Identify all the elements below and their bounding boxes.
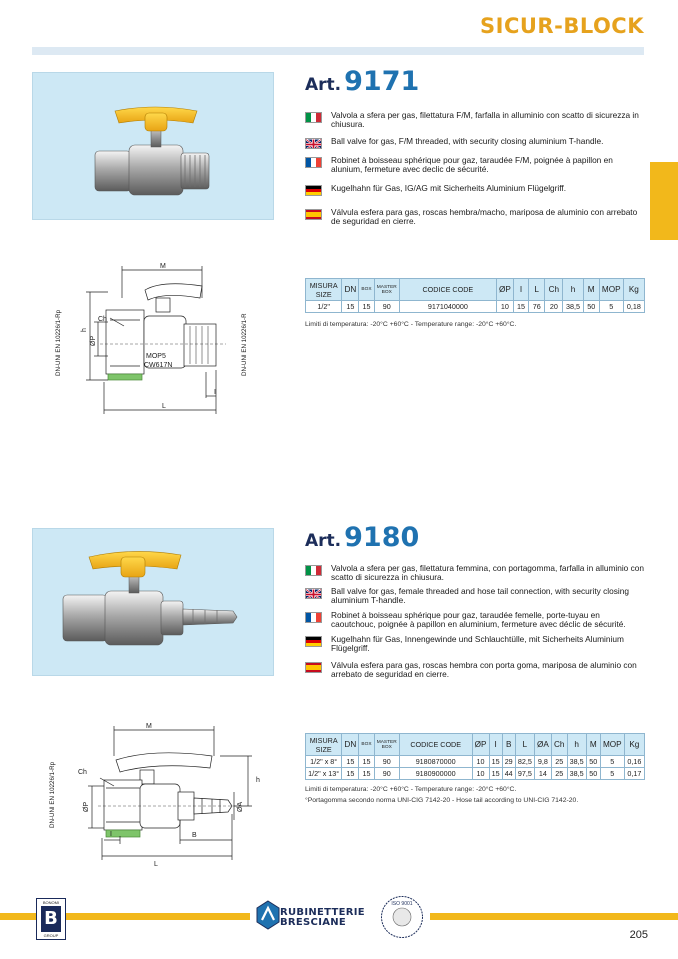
table-cell: 1/2" x 13° bbox=[306, 768, 342, 780]
france-flag-icon bbox=[305, 612, 322, 623]
description-fr bbox=[305, 611, 645, 629]
rubinetterie-bresciane-logo-icon bbox=[256, 900, 280, 930]
column-header: MASTER BOX bbox=[374, 734, 399, 756]
column-header: DN bbox=[342, 734, 359, 756]
thread-standard-left: DN-UNI EN 10226/1-Rp bbox=[49, 761, 56, 828]
description-it bbox=[305, 111, 645, 129]
description-it bbox=[305, 564, 645, 582]
dimension-a: ØA bbox=[237, 801, 244, 812]
footer-bar-right bbox=[430, 913, 678, 920]
brand-name bbox=[280, 908, 365, 928]
description-text: Ball valve for gas, female threaded and hose tail connection, with security closing aluminium T-handle. bbox=[331, 586, 629, 605]
table-cell: 9180870000 bbox=[399, 756, 472, 768]
table-cell: 10 bbox=[496, 301, 513, 313]
article-prefix: Art. bbox=[305, 75, 342, 95]
column-header: Kg bbox=[624, 734, 644, 756]
column-header: I bbox=[489, 734, 502, 756]
table-cell: 15 bbox=[359, 768, 374, 780]
description-text: Robinet à boisseau sphérique pour gaz, taraudée femelle, porte-tuyau en caoutchouc, poignée à papillon en aluminium, fermeture avec déclic de sécurité. bbox=[331, 610, 626, 629]
column-header: CODICE CODE bbox=[399, 734, 472, 756]
column-header: h bbox=[563, 279, 583, 301]
table-cell: 0,16 bbox=[624, 756, 644, 768]
table-cell: 38,5 bbox=[567, 756, 586, 768]
description-en bbox=[305, 587, 645, 605]
column-header: h bbox=[567, 734, 586, 756]
thread-standard-left: DN-UNI EN 10226/1-Rp bbox=[55, 309, 62, 376]
table-cell: 20 bbox=[545, 301, 563, 313]
table-cell: 25 bbox=[551, 756, 567, 768]
column-header: Ch bbox=[551, 734, 567, 756]
table-cell: 0,18 bbox=[623, 301, 644, 313]
table-cell: 38,5 bbox=[563, 301, 583, 313]
table-cell: 5 bbox=[599, 301, 623, 313]
table-cell: 15 bbox=[342, 768, 359, 780]
brand-line-1: RUBINETTERIE bbox=[280, 907, 365, 918]
table-cell: 15 bbox=[489, 768, 502, 780]
dimension-p: ØP bbox=[90, 335, 97, 346]
article-title-9171 bbox=[305, 66, 419, 97]
column-header: Ch bbox=[545, 279, 563, 301]
table-cell: 90 bbox=[374, 301, 399, 313]
description-fr bbox=[305, 156, 645, 174]
dimension-l: L bbox=[154, 861, 158, 868]
spec-table-9171 bbox=[305, 278, 645, 313]
italy-flag-icon bbox=[305, 112, 322, 123]
table-cell: 10 bbox=[472, 756, 489, 768]
temperature-note: Limiti di temperatura: -20°C +60°C - Temperature range: -20°C +60°C. bbox=[305, 321, 517, 328]
brand-line-2: BRESCIANE bbox=[280, 917, 347, 928]
thread-standard-right: DN-UNI EN 10226/1-R bbox=[241, 313, 248, 376]
spain-flag-icon bbox=[305, 662, 322, 673]
article-prefix: Art. bbox=[305, 531, 342, 551]
description-es bbox=[305, 208, 645, 226]
column-header: MOP bbox=[600, 734, 624, 756]
description-text: Ball valve for gas, F/M threaded, with security closing aluminium T-handle. bbox=[331, 136, 604, 146]
seal-text: ISO 9001 bbox=[391, 901, 413, 907]
table-cell: 15 bbox=[513, 301, 528, 313]
dimension-ch: Ch bbox=[98, 316, 107, 323]
table-cell: 5 bbox=[600, 768, 624, 780]
germany-flag-icon bbox=[305, 185, 322, 196]
article-title-9180 bbox=[305, 522, 419, 553]
dimension-l: L bbox=[162, 403, 166, 410]
table-cell: 15 bbox=[359, 756, 374, 768]
section-tab bbox=[650, 162, 678, 240]
table-cell: 50 bbox=[586, 756, 600, 768]
column-header: L bbox=[515, 734, 534, 756]
table-cell: 1/2" bbox=[306, 301, 342, 313]
italy-flag-icon bbox=[305, 565, 322, 576]
column-header: ØP bbox=[496, 279, 513, 301]
header-bar bbox=[32, 47, 644, 55]
column-header: M bbox=[583, 279, 599, 301]
description-text: Válvula esfera para gas, roscas hembra/macho, mariposa de aluminio con arrebato de seguridad en cierre. bbox=[331, 207, 638, 226]
description-text: Válvula esfera para gas, roscas hembra con porta goma, mariposa de aluminio con arrebato de seguridad en cierre. bbox=[331, 660, 637, 679]
spain-flag-icon bbox=[305, 209, 322, 220]
dimension-m: M bbox=[146, 723, 152, 730]
description-de bbox=[305, 635, 645, 653]
group-logo-letter: B bbox=[41, 906, 61, 932]
table-cell: 15 bbox=[342, 756, 359, 768]
spec-table-9180 bbox=[305, 733, 645, 780]
column-header: M bbox=[586, 734, 600, 756]
hose-tail-note: °Portagomma secondo norma UNI-CIG 7142-20 - Hose tail according to UNI-CIG 7142-20. bbox=[305, 797, 579, 804]
temperature-note: Limiti di temperatura: -20°C +60°C - Temperature range: -20°C +60°C. bbox=[305, 786, 517, 793]
france-flag-icon bbox=[305, 157, 322, 168]
table-header-row bbox=[306, 734, 645, 756]
table-cell: 14 bbox=[534, 768, 551, 780]
table-cell: 9,8 bbox=[534, 756, 551, 768]
table-cell: 38,5 bbox=[567, 768, 586, 780]
dimension-h: h bbox=[256, 777, 260, 784]
table-cell: 50 bbox=[586, 768, 600, 780]
table-cell: 29 bbox=[502, 756, 515, 768]
table-cell: 50 bbox=[583, 301, 599, 313]
description-es bbox=[305, 661, 645, 679]
description-text: Kugelhahn für Gas, Innengewinde und Schlauchtülle, mit Sicherheits Aluminium Flügelgriff. bbox=[331, 634, 624, 653]
marking-mop: MOP5 bbox=[146, 353, 166, 360]
column-header: B bbox=[502, 734, 515, 756]
column-header: MISURA SIZE bbox=[306, 279, 342, 301]
product-photo-9171 bbox=[32, 72, 274, 220]
table-cell: 0,17 bbox=[624, 768, 644, 780]
description-de bbox=[305, 184, 645, 196]
column-header: I bbox=[513, 279, 528, 301]
description-text: Robinet à boisseau sphérique pour gaz, taraudée F/M, poignée à papillon en alunium, fermeture avec declic de sécurité. bbox=[331, 155, 613, 174]
table-cell: 9171040000 bbox=[399, 301, 496, 313]
dimension-m: M bbox=[160, 263, 166, 270]
column-header: ØA bbox=[534, 734, 551, 756]
marking-material: CW617N bbox=[144, 362, 173, 369]
column-header: MASTER BOX bbox=[374, 279, 399, 301]
valve-illustration bbox=[33, 529, 275, 677]
description-text: Valvola a sfera per gas, filettatura F/M, farfalla in alluminio con scatto di sicurezza in chiusura. bbox=[331, 110, 639, 129]
column-header: DN bbox=[342, 279, 359, 301]
table-cell: 1/2" x 8° bbox=[306, 756, 342, 768]
table-cell: 9180900000 bbox=[399, 768, 472, 780]
uk-flag-icon bbox=[305, 138, 322, 149]
column-header: BOX bbox=[359, 734, 374, 756]
table-header-row bbox=[306, 279, 645, 301]
dimension-b: B bbox=[192, 832, 197, 839]
table-cell: 5 bbox=[600, 756, 624, 768]
table-cell: 15 bbox=[342, 301, 359, 313]
column-header: MOP bbox=[599, 279, 623, 301]
group-logo-top-text: BONOMI bbox=[42, 900, 60, 905]
table-row bbox=[306, 768, 645, 780]
table-cell: 97,5 bbox=[515, 768, 534, 780]
description-text: Valvola a sfera per gas, filettatura femmina, con portagomma, farfalla in alluminio con scatto di sicurezza in chiusura. bbox=[331, 563, 644, 582]
dimension-ch: Ch bbox=[78, 769, 87, 776]
table-cell: 15 bbox=[359, 301, 374, 313]
dimension-i: I bbox=[110, 831, 112, 838]
table-cell: 90 bbox=[374, 756, 399, 768]
dimension-h: h bbox=[81, 328, 88, 332]
table-cell: 82,5 bbox=[515, 756, 534, 768]
page-number: 205 bbox=[629, 929, 648, 941]
product-photo-9180 bbox=[32, 528, 274, 676]
description-text: Kugelhahn für Gas, IG/AG mit Sicherheits Aluminium Flügelgriff. bbox=[331, 183, 567, 193]
bonomi-group-logo bbox=[36, 898, 66, 940]
page-title: SICUR-BLOCK bbox=[480, 14, 644, 38]
table-cell: 15 bbox=[489, 756, 502, 768]
column-header: BOX bbox=[359, 279, 374, 301]
uk-flag-icon bbox=[305, 588, 322, 599]
column-header: L bbox=[529, 279, 545, 301]
dimension-p: ØP bbox=[83, 801, 90, 812]
group-logo-bottom-text: GROUP bbox=[43, 933, 59, 938]
technical-drawing-9180 bbox=[44, 716, 274, 872]
article-number: 9171 bbox=[344, 66, 420, 97]
table-cell: 10 bbox=[472, 768, 489, 780]
table-cell: 90 bbox=[374, 768, 399, 780]
description-en bbox=[305, 137, 645, 149]
table-cell: 76 bbox=[529, 301, 545, 313]
table-row bbox=[306, 301, 645, 313]
table-cell: 44 bbox=[502, 768, 515, 780]
table-row bbox=[306, 756, 645, 768]
column-header: Kg bbox=[623, 279, 644, 301]
germany-flag-icon bbox=[305, 636, 322, 647]
iso-certification-seal-icon bbox=[380, 895, 424, 939]
valve-illustration bbox=[33, 73, 275, 221]
dimension-i: I bbox=[214, 389, 216, 396]
column-header: MISURA SIZE bbox=[306, 734, 342, 756]
technical-drawing-9171 bbox=[50, 258, 260, 428]
table-cell: 25 bbox=[551, 768, 567, 780]
column-header: CODICE CODE bbox=[399, 279, 496, 301]
column-header: ØP bbox=[472, 734, 489, 756]
article-number: 9180 bbox=[344, 522, 420, 553]
